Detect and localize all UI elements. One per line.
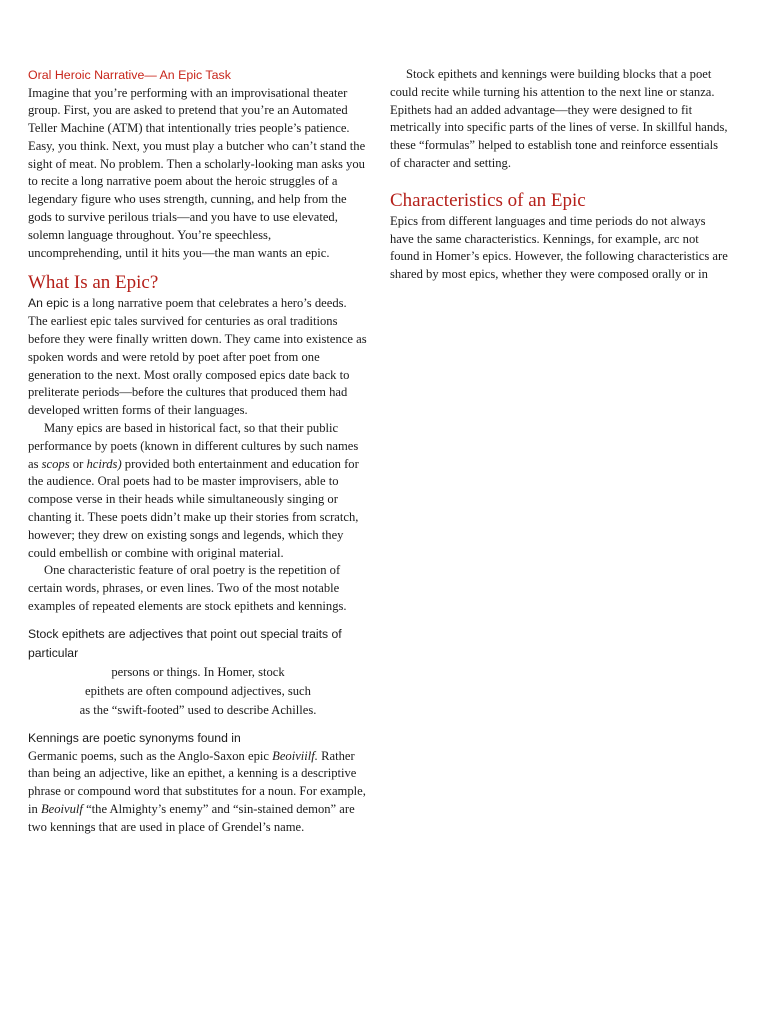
epic-definition: is a long narrative poem that celebrates a hero’s deeds. The earliest epic tales survived for centuries as oral traditions before they were finally written down. They came into existence as spoken words and were retold by poet after poet from one generation to the next. Most orally composed epics date back to preliterate periods—before the cultures that produced them had developed written forms of their languages.	[28, 296, 367, 418]
left-column	[28, 66, 368, 837]
section-kicker: Oral Heroic Narrative— An Epic Task	[28, 68, 231, 82]
kennings-part-b: Rather than being an adjective, like an epithet, a kenning is a descriptive phrase or compound word that substitutes for a noun. For example, in	[28, 748, 366, 816]
para2-part-b: provided both entertainment and education for the audience. Oral poets had to be master improvisers, able to compose verse in their heads while simultaneously singing or chanting it. These poets didn’t make up their stories from scratch, however; they drew on existing songs and legends, which they could embellish or combine with original material.	[28, 456, 359, 560]
para2-part-a: Many epics are based in historical fact, so that their public performance by poets (known in different cultures by such names as	[28, 421, 359, 471]
kennings-part-a: Germanic poems, such as the Anglo-Saxon epic	[28, 748, 273, 763]
term-scops: scops	[41, 456, 70, 471]
characteristics-paragraph: Epics from different languages and time periods do not always have the same characteristics. Kennings, for example, arc not found in Homer’s epics. However, the following characteristics are shared by most epics, whether they were composed orally or in	[390, 213, 728, 282]
stock-epithets-line-1: Stock epithets are adjectives that point out special traits of particular	[28, 626, 342, 660]
kennings-term-line: Kennings are poetic synonyms found in	[28, 730, 241, 745]
kennings-block	[28, 730, 368, 837]
epic-term: An epic	[28, 296, 69, 311]
stock-epithets-line-2: persons or things. In Homer, stock	[111, 664, 285, 679]
stock-epithets-line-4: as the “swift-footed” used to describe Achilles.	[79, 702, 317, 717]
kennings-part-c: “the Almighty’s enemy” and “sin-stained demon” are two kennings that are used in place of Grendel’s name.	[28, 802, 355, 834]
epic-definition-paragraph	[28, 295, 368, 420]
heading-what-is-an-epic: What Is an Epic?	[28, 272, 159, 294]
intro-paragraph: Imagine that you’re performing with an improvisational theater group. First, you are asked to pretend that you’re an Automated Teller Machine (ATM) that intentionally tries people’s patience. Easy, you think. Next, you must play a butcher who can’t stand the sight of meat. No problem. Then a scholarly-looking man asks you to recite a long narrative poem about the heroic struggles of a legendary figure who uses strength, cunning, and help from the gods to survive perilous trials—and you have to use elevated, solemn language throughout. You’re speechless, uncomprehending, until it hits you—the man wants an epic.	[28, 85, 366, 260]
beowulf-title-1: Beoiviilf.	[272, 748, 318, 763]
stock-epithets-block	[28, 625, 368, 720]
para2-or: or	[69, 456, 87, 471]
stock-epithets-line-3: epithets are often compound adjectives, such	[85, 683, 311, 698]
repetition-paragraph: One characteristic feature of oral poetry is the repetition of certain words, phrases, or even lines. Two of the most notable examples of repeated elements are stock epithets and kennings.	[28, 563, 347, 614]
heading-characteristics-of-an-epic: Characteristics of an Epic	[390, 189, 586, 211]
right-column	[390, 66, 730, 284]
beowulf-title-2: Beoivulf	[40, 802, 83, 816]
term-hcirds: hcirds)	[86, 456, 122, 471]
building-blocks-paragraph: Stock epithets and kennings were building blocks that a poet could recite while turning his attention to the next line or stanza. Epithets had an added advantage—they were designed to fit metrically into specific parts of the lines of verse. In skillful hands, these “formulas” helped to establish tone and reinforce essentials of character and setting.	[390, 67, 728, 170]
historical-fact-paragraph	[28, 420, 368, 562]
kennings-paragraph	[28, 748, 368, 837]
